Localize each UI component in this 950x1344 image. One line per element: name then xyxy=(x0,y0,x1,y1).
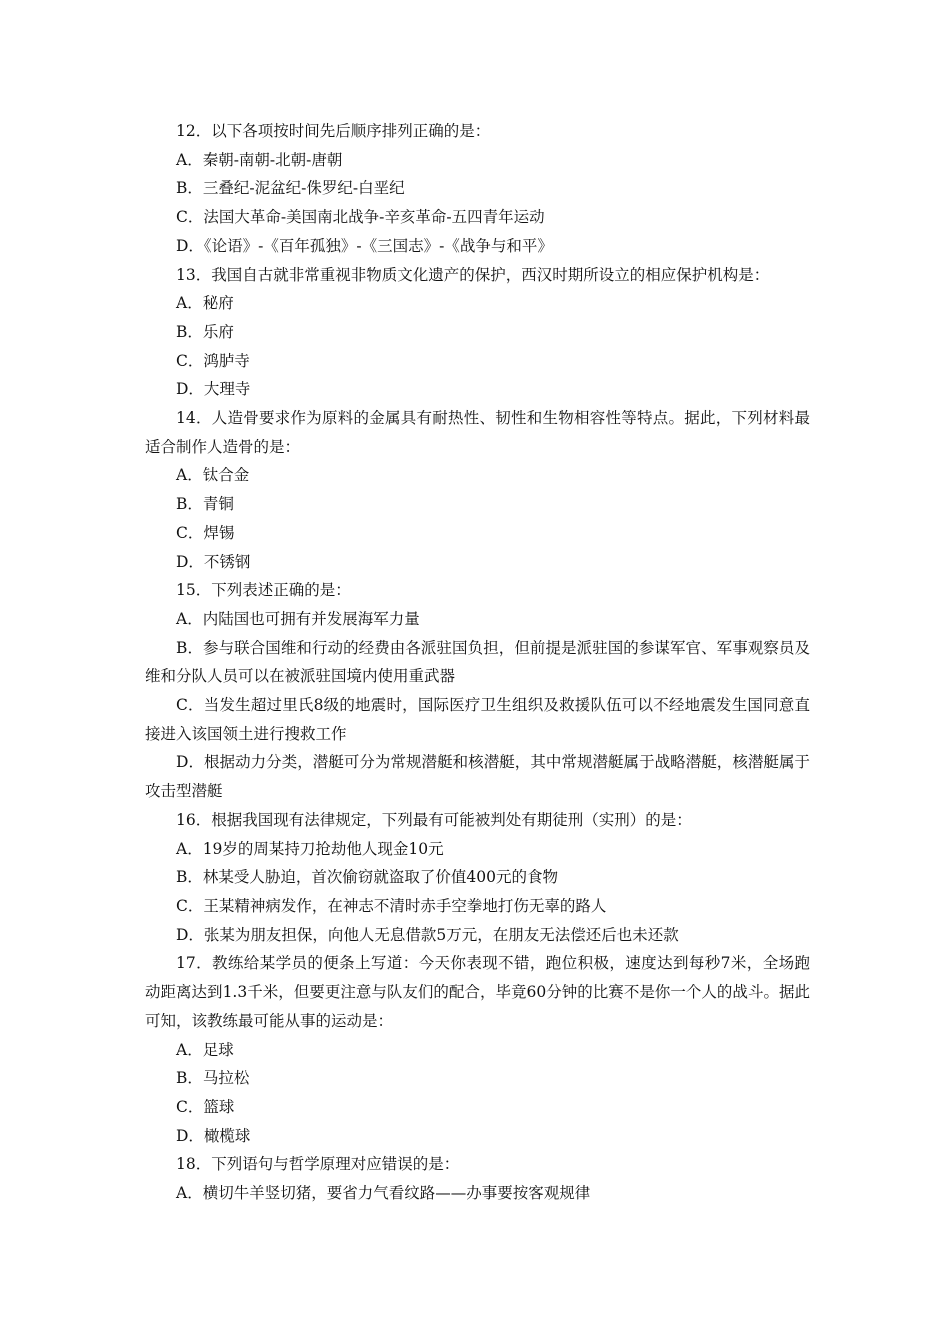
option-b: B．青铜 xyxy=(176,495,234,514)
question-16 xyxy=(145,806,810,950)
option-a: A．秦朝-南朝-北朝-唐朝 xyxy=(176,150,343,169)
option-a: A．内陆国也可拥有并发展海军力量 xyxy=(176,609,420,628)
question-18 xyxy=(145,1150,810,1207)
option-a: A．横切牛羊竖切猪，要省力气看纹路——办事要按客观规律 xyxy=(176,1184,591,1203)
option-c: C．当发生超过里氏8级的地震时，国际医疗卫生组织及救援队伍可以不经地震发生国同意直接进入该国领土进行搜救工作 xyxy=(145,696,810,743)
option-c: C．焊锡 xyxy=(176,523,235,542)
question-stem: 12．以下各项按时间先后顺序排列正确的是： xyxy=(176,122,491,140)
option-b: B．马拉松 xyxy=(176,1069,250,1088)
option-c: C．王某精神病发作，在神志不清时赤手空拳地打伤无辜的路人 xyxy=(176,896,607,915)
question-stem: 16．根据我国现有法律规定，下列最有可能被判处有期徒刑（实刑）的是： xyxy=(176,810,692,829)
option-c: C．篮球 xyxy=(176,1097,235,1116)
question-12 xyxy=(145,117,810,261)
question-stem: 17．教练给某学员的便条上写道：今天你表现不错，跑位积极，速度达到每秒7米，全场跑动距离达到1.3千米，但要更注意与队友们的配合，毕竟60分钟的比赛不是你一个人的战斗。据此可知，该教练最可能从事的运动是： xyxy=(145,954,810,1030)
question-stem: 13．我国自古就非常重视非物质文化遗产的保护，西汉时期所设立的相应保护机构是： xyxy=(176,265,770,284)
question-17 xyxy=(145,949,810,1150)
question-14 xyxy=(145,404,810,576)
option-d: D．不锈钢 xyxy=(176,552,251,571)
question-15 xyxy=(145,576,810,806)
option-a: A．钛合金 xyxy=(176,466,250,485)
question-stem: 18．下列语句与哲学原理对应错误的是： xyxy=(176,1155,460,1174)
option-b: B．三叠纪-泥盆纪-侏罗纪-白垩纪 xyxy=(176,179,405,198)
option-d: D．橄榄球 xyxy=(176,1126,251,1145)
question-list xyxy=(145,117,810,1208)
option-d: D．张某为朋友担保，向他人无息借款5万元，在朋友无法偿还后也未还款 xyxy=(176,925,679,944)
option-a: A．19岁的周某持刀抢劫他人现金10元 xyxy=(176,839,444,858)
question-stem: 15．下列表述正确的是： xyxy=(176,581,351,600)
option-b: B．乐府 xyxy=(176,322,234,341)
option-b: B．参与联合国维和行动的经费由各派驻国负担，但前提是派驻国的参谋军官、军事观察员及维和分队人员可以在被派驻国境内使用重武器 xyxy=(145,638,810,686)
question-stem: 14．人造骨要求作为原料的金属具有耐热性、韧性和生物相容性等特点。据此，下列材料最适合制作人造骨的是： xyxy=(145,409,810,456)
question-13 xyxy=(145,261,810,405)
option-d: D．根据动力分类，潜艇可分为常规潜艇和核潜艇，其中常规潜艇属于战略潜艇，核潜艇属于攻击型潜艇 xyxy=(145,753,810,801)
option-c: C．法国大革命-美国南北战争-辛亥革命-五四青年运动 xyxy=(176,208,545,227)
option-a: A．秘府 xyxy=(176,294,234,313)
option-b: B．林某受人胁迫，首次偷窃就盗取了价值400元的食物 xyxy=(176,868,558,887)
option-a: A．足球 xyxy=(176,1040,234,1059)
option-d: D．《论语》-《百年孤独》-《三国志》-《战争与和平》 xyxy=(176,236,553,255)
option-c: C．鸿胪寺 xyxy=(176,351,250,370)
option-d: D．大理寺 xyxy=(176,380,251,399)
